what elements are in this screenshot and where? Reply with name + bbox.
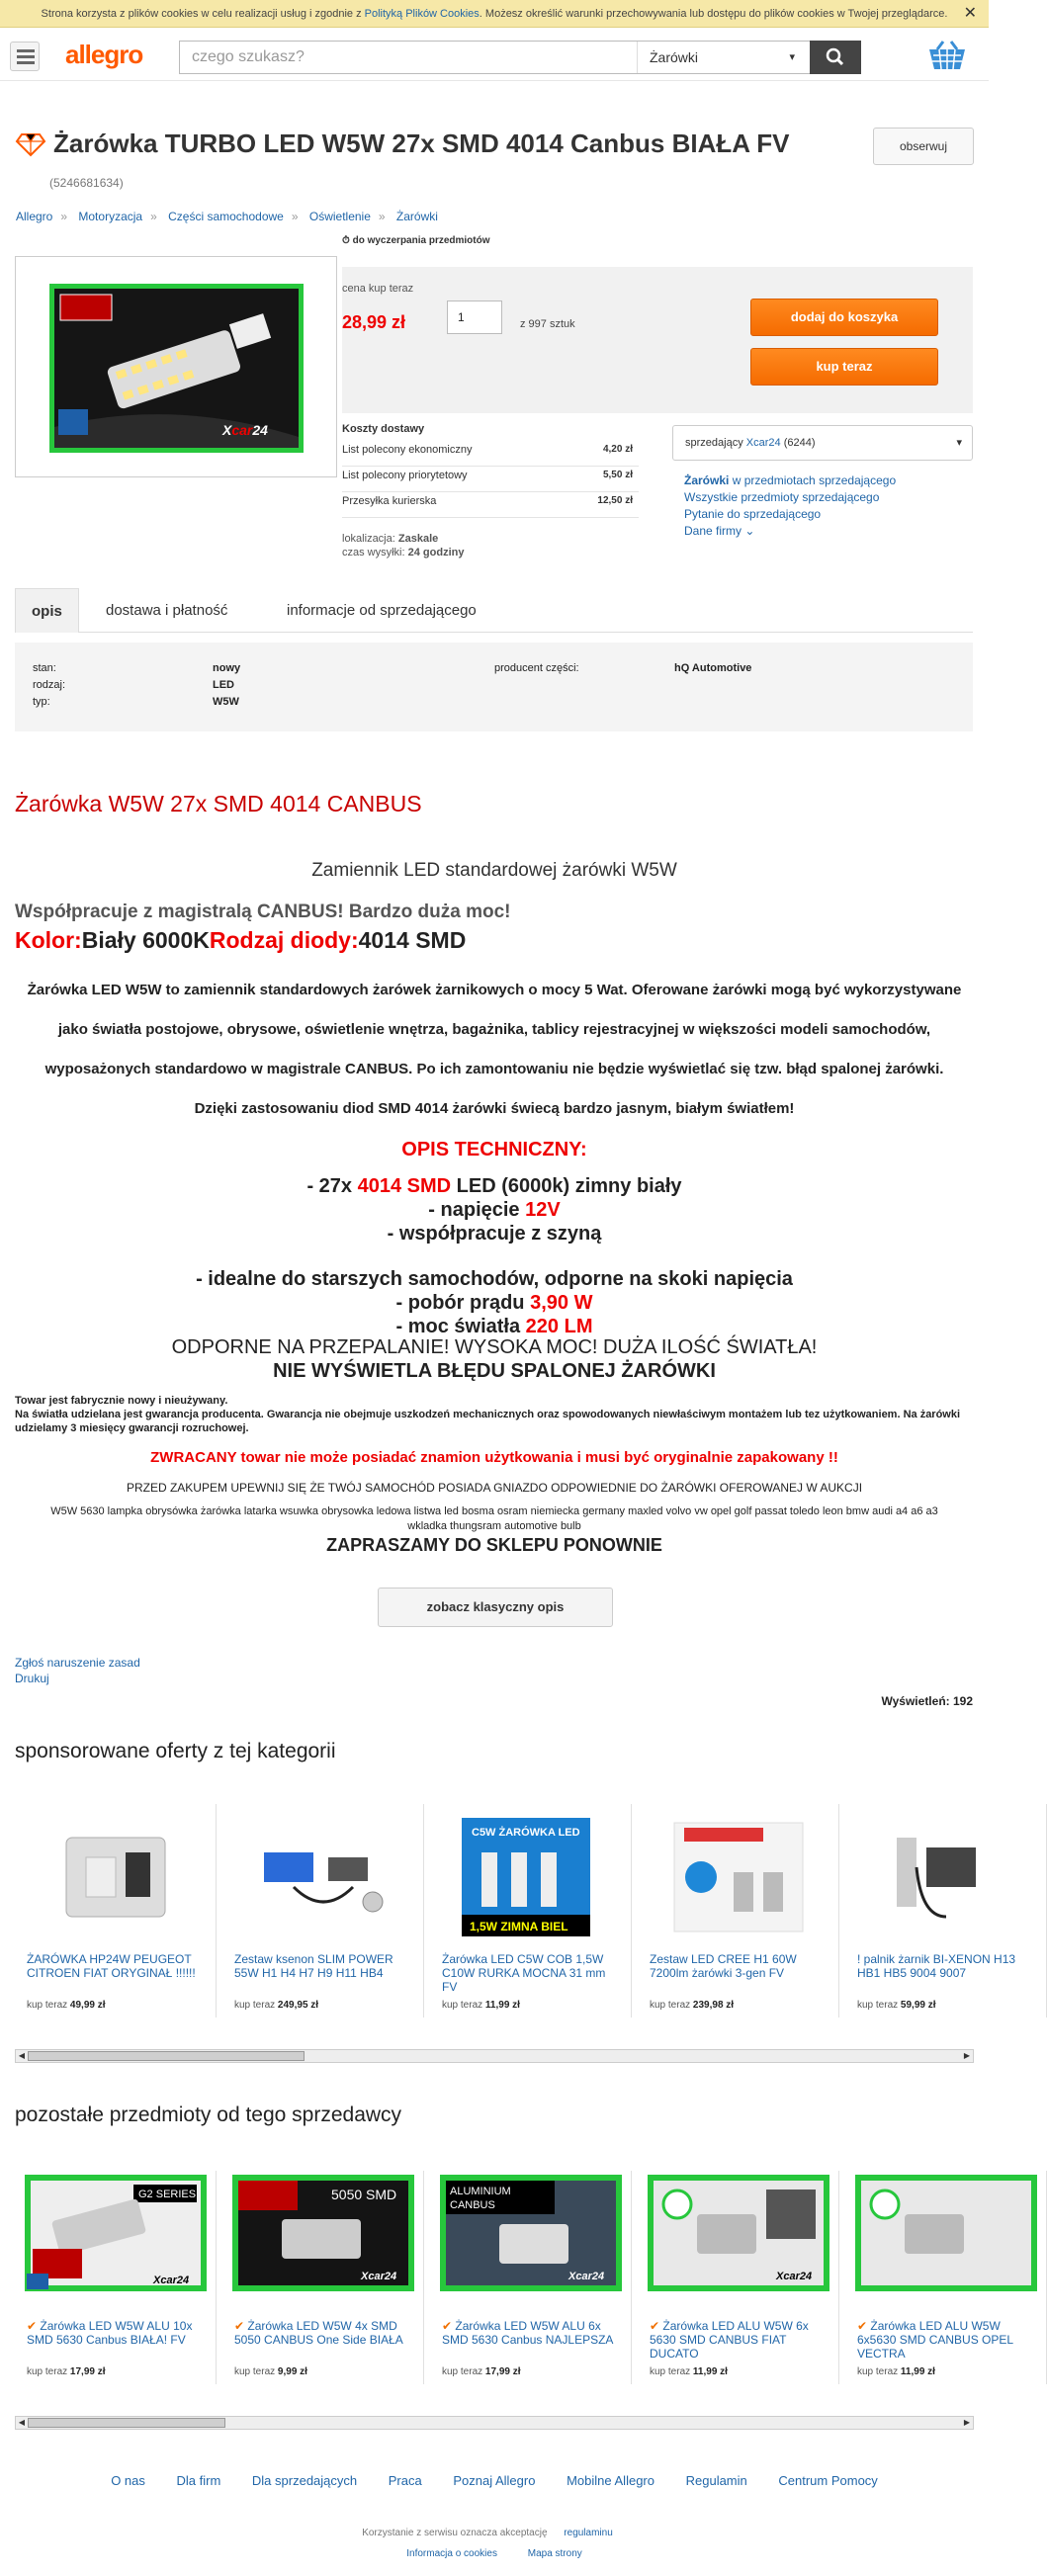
product-card[interactable]: ALUMINIUM CANBUS Xcar24 ✔ Żarówka LED W5W ALU 6x SMD 5630 Canbus NAJLEPSZA kup teraz 17,99 zł [430,2171,632,2384]
spec-line: - idealne do starszych samochodów, odporne na skoki napięcia [196,1268,793,1290]
report-link[interactable]: Zgłoś naruszenie zasad [15,1656,140,1670]
svg-text:Xcar24: Xcar24 [153,2275,190,2286]
verified-icon: ✔ [650,2319,660,2333]
product-card[interactable]: 5050 SMD Xcar24 ✔ Żarówka LED W5W 4x SMD 5050 CANBUS One Side BIAŁA kup teraz 9,99 zł [222,2171,424,2384]
site-header [0,28,989,81]
no-error-note: NIE WYŚWIETLA BŁĘDU SPALONEJ ŻARÓWKI [273,1360,716,1382]
tech-heading: OPIS TECHNICZNY: [401,1139,587,1160]
price-label: cena kup teraz [342,283,414,295]
tab-delivery[interactable]: dostawa i płatność [106,602,228,619]
tab-seller-info[interactable]: informacje od sprzedającego [287,602,477,619]
cookie-policy-link[interactable]: Polityką Plików Cookies [364,8,480,20]
quantity-input[interactable]: 1 [447,301,502,334]
price: 28,99 zł [342,312,406,332]
shipping-row: Przesyłka kurierska 12,50 zł [342,492,639,518]
spec-line: - pobór prądu 3,90 W [395,1292,593,1314]
param-value: W5W [213,696,239,708]
sponsored-carousel [15,1804,1016,2018]
other-items-heading: pozostałe przedmioty od tego sprzedawcy [15,2104,402,2126]
breadcrumb-item[interactable]: Allegro [16,210,53,223]
verified-icon: ✔ [442,2319,453,2333]
param-value: LED [213,679,234,691]
diamond-icon [16,132,45,156]
description-heading: Żarówka W5W 27x SMD 4014 CANBUS [15,791,422,816]
product-card[interactable]: ŻARÓWKA HP24W PEUGEOT CITROEN FIAT ORYGINAŁ !!!!!! kup teraz 49,99 zł [15,1804,217,2018]
stock-note: ⏱ do wyczerpania przedmiotów [342,235,490,246]
classic-description-button[interactable]: zobacz klasyczny opis [378,1588,613,1627]
product-gallery[interactable] [15,256,337,477]
tab-opis[interactable]: opis [15,588,79,633]
seller-select[interactable]: sprzedający Xcar24 (6244) ▾ [672,425,973,461]
allegro-logo[interactable]: allegro [65,40,143,69]
misc-links [15,1655,140,1686]
footer [0,2473,989,2559]
svg-text:Xcar24: Xcar24 [361,2271,397,2282]
arrow-right-icon[interactable]: ▶ [963,2418,971,2427]
footer-link[interactable]: Dla firm [176,2473,221,2488]
sitemap-link[interactable]: Mapa strony [527,2548,582,2559]
param-label: rodzaj: [33,679,66,691]
seller-category-link[interactable]: Żarówki w przedmiotach sprzedającego [684,473,897,487]
product-title [16,129,790,159]
warranty-block: Towar jest fabrycznie nowy i nieużywany. Na światła udzielana jest gwarancja producenta. Gwarancja nie obejmuje uszkodzeń mechanicznych oraz spowodowanych niewłaściwym montażem lub tez użytkowaniem. Na żarówki udzielamy 3 miesięcy gwarancji rozruchowej. [15,1395,961,1434]
verified-icon: ✔ [857,2319,868,2333]
buy-box [342,267,973,413]
spec-line: - moc światła 220 LM [395,1316,593,1337]
clock-icon: ⏱ [342,235,350,246]
param-label: stan: [33,662,56,674]
svg-text:Xcar24: Xcar24 [568,2271,605,2282]
svg-text:5050 SMD: 5050 SMD [331,2187,397,2202]
product-thumbnail [650,1818,828,1936]
seller-box [672,425,973,540]
scroll-thumb[interactable] [28,2418,225,2428]
search-input[interactable] [180,42,625,73]
footer-links [0,2473,989,2488]
resistant-note: ODPORNE NA PRZEPALANIE! WYSOKA MOC! DUŻA ILOŚĆ ŚWIATŁA! [171,1336,818,1358]
footer-link[interactable]: O nas [111,2473,145,2488]
shipping-row: List polecony ekonomiczny 4,20 zł [342,441,639,467]
product-card[interactable]: ✔ Żarówka LED ALU W5W 6x5630 SMD CANBUS OPEL VECTRA kup teraz 11,99 zł [845,2171,1047,2384]
footer-bottom-links [0,2548,989,2559]
breadcrumb-item[interactable]: Oświetlenie [308,210,371,223]
watch-button[interactable]: obserwuj [873,128,974,165]
tech-spec-list [15,1174,974,1338]
product-thumbnail [27,1818,205,1936]
add-to-cart-button[interactable]: dodaj do koszyka [750,299,938,336]
other-items-scrollbar[interactable] [15,2416,974,2430]
cookie-text: Strona korzysta z plików cookies w celu realizacji usług i zgodnie z [41,8,365,20]
terms-link[interactable]: regulaminu [564,2528,613,2538]
scroll-thumb[interactable] [28,2051,305,2061]
invite-note: ZAPRASZAMY DO SKLEPU PONOWNIE [326,1535,662,1555]
product-id: (5246681634) [49,176,124,190]
footer-link[interactable]: Dla sprzedających [251,2473,358,2488]
tab-bar [15,588,973,633]
available-count: z 997 sztuk [520,318,575,330]
svg-text:Xcar24: Xcar24 [222,422,268,438]
close-icon[interactable]: ✕ [963,5,977,22]
spec-line: - napięcie 12V [428,1199,561,1221]
product-thumbnail [442,1818,620,1936]
shipping-header: Koszty dostawy [342,423,425,435]
spec-line: - 27x 4014 SMD LED (6000k) zimny biały [306,1175,682,1197]
cart-icon[interactable] [927,40,967,73]
sponsored-scrollbar[interactable] [15,2049,974,2063]
chevron-down-icon: ▾ [789,51,795,63]
chevron-down-icon: ▾ [956,437,962,449]
buy-now-button[interactable]: kup teraz [750,348,938,386]
search-bar [179,41,861,74]
location-info: lokalizacja: Zaskale czas wysyłki: 24 godziny [342,533,465,558]
svg-text:G2 SERIES: G2 SERIES [138,2189,197,2200]
category-value: Żarówki [650,49,699,65]
return-note: ZWRACANY towar nie może posiadać znamion użytkowania i musi być oryginalnie zapakowany !! [150,1449,838,1466]
footer-link[interactable]: Regulamin [685,2473,747,2488]
footer-link[interactable]: Centrum Pomocy [778,2473,878,2488]
product-card[interactable]: Zestaw LED CREE H1 60W 7200lm żarówki 3-gen FV kup teraz 239,98 zł [638,1804,839,2018]
cookie-bar [0,0,989,28]
verified-icon: ✔ [234,2319,245,2333]
param-value: nowy [213,662,241,674]
product-thumbnail [648,2175,826,2291]
product-thumbnail [25,2175,203,2291]
svg-text:1,5W ZIMNA BIEL: 1,5W ZIMNA BIEL [470,1920,568,1933]
verified-icon: ✔ [27,2319,38,2333]
shipping-costs [342,423,639,559]
footer-link[interactable]: Mobilne Allegro [567,2473,654,2488]
product-thumbnail [232,2175,410,2291]
parameters [15,643,973,731]
breadcrumb-item[interactable]: Części samochodowe [168,210,284,223]
sponsored-heading: sponsorowane oferty z tej kategorii [15,1740,336,1762]
cookies-info-link[interactable]: Informacja o cookies [406,2548,497,2559]
shipping-row: List polecony priorytetowy 5,50 zł [342,467,639,492]
product-title-text: Żarówka TURBO LED W5W 27x SMD 4014 Canbus BIAŁA FV [53,129,790,158]
product-card[interactable]: G2 SERIES Xcar24 ✔ Żarówka LED W5W ALU 10x SMD 5630 Canbus BIAŁA! FV kup teraz 17,99 zł [15,2171,217,2384]
product-card[interactable]: C5W ŻARÓWKA LED 1,5W ZIMNA BIEL Żarówka LED C5W COB 1,5W C10W RURKA MOCNA 31 mm FV kup teraz 11,99 zł [430,1804,632,2018]
terms-note: Korzystanie z serwisu oznacza akceptację regulaminu [362,2528,613,2538]
svg-text:Xcar24: Xcar24 [776,2271,813,2282]
description-paragraph: Żarówka LED W5W to zamiennik standardowych żarówek żarnikowych o mocy 5 Wat. Oferowane żarówki mogą być wykorzystywane jako światła postojowe, obrysowe, oświetlenie wnętrza, bagażnika, tablicy rejestracyjnej w większości modeli samochodów, wyposażonych standardowo w magistrale CANBUS. Po ich zamontowaniu nie będzie wyświetlać się tzw. błąd spalonej żarówki. Dzięki zastosowaniu diod SMD 4014 żarówki świecą bardzo jasnym, białym światłem! [27,982,962,1117]
footer-link[interactable]: Praca [388,2473,422,2488]
product-thumbnail [440,2175,618,2291]
svg-text:C5W ŻARÓWKA LED: C5W ŻARÓWKA LED [472,1827,580,1839]
seller-link[interactable]: Xcar24 [745,437,781,449]
param-label: typ: [33,696,50,708]
param-label: producent części: [494,662,579,674]
description-subheading: Zamiennik LED standardowej żarówki W5W [311,860,677,881]
arrow-left-icon[interactable]: ◀ [18,2418,26,2427]
breadcrumb-item[interactable]: Żarówki [395,210,438,223]
product-thumbnail [857,1818,1035,1936]
ask-seller-link[interactable]: Pytanie do sprzedającego [684,507,822,521]
company-data-link[interactable]: Dane firmy ⌄ [684,524,755,538]
breadcrumb-item[interactable]: Motoryzacja [78,210,143,223]
product-card[interactable]: Xcar24 ✔ Żarówka LED ALU W5W 6x 5630 SMD CANBUS FIAT DUCATO kup teraz 11,99 zł [638,2171,839,2384]
compat-note: Współpracuje z magistralą CANBUS! Bardzo duża moc! [15,902,511,922]
cookie-text-2: . Możesz określić warunki przechowywania lub dostępu do plików cookies w Twojej przeglądarce. [479,8,948,20]
category-select[interactable] [637,42,805,73]
menu-icon[interactable] [10,42,40,71]
view-count: Wyświetleń: 192 [881,1694,973,1708]
color-spec: Kolor:Biały 6000KRodzaj diody:4014 SMD [15,927,467,953]
product-card[interactable]: ! palnik żarnik BI-XENON H13 HB1 HB5 9004 9007 kup teraz 59,99 zł [845,1804,1047,2018]
svg-text:CANBUS: CANBUS [450,2199,495,2211]
check-note: PRZED ZAKUPEM UPEWNIJ SIĘ ŻE TWÓJ SAMOCHÓD POSIADA GNIAZDO ODPOWIEDNIE DO ŻARÓWKI OFEROWANEJ W AUKCJI [126,1481,863,1495]
other-items-carousel [15,2171,1013,2384]
product-thumbnail [855,2175,1033,2291]
search-icon [810,41,861,74]
product-thumbnail [234,1818,412,1936]
product-card[interactable]: Zestaw ksenon SLIM POWER 55W H1 H4 H7 H9 H11 HB4 kup teraz 249,95 zł [222,1804,424,2018]
svg-text:ALUMINIUM: ALUMINIUM [450,2186,511,2197]
search-button[interactable] [810,41,861,74]
param-value: hQ Automotive [674,662,752,674]
breadcrumb: Allegro » Motoryzacja » Części samochodowe » Oświetlenie » Żarówki [16,210,438,223]
seller-items-link[interactable]: Wszystkie przedmioty sprzedającego [684,490,880,504]
spec-line: - współpracuje z szyną [387,1223,602,1245]
arrow-right-icon[interactable]: ▶ [963,2051,971,2060]
print-link[interactable]: Drukuj [15,1672,49,1685]
product-image[interactable] [49,284,304,453]
footer-link[interactable]: Poznaj Allegro [453,2473,536,2488]
arrow-left-icon[interactable]: ◀ [18,2051,26,2060]
keywords: W5W 5630 lampka obrysówka żarówka latarka wsuwka obrysowka ledowa listwa led bosma osram niemiecka germany maxled volvo vw opel golf passat toledo leon bmw audi a4 a6 a3 wkladka thungsram automotive bulb [50,1505,938,1532]
